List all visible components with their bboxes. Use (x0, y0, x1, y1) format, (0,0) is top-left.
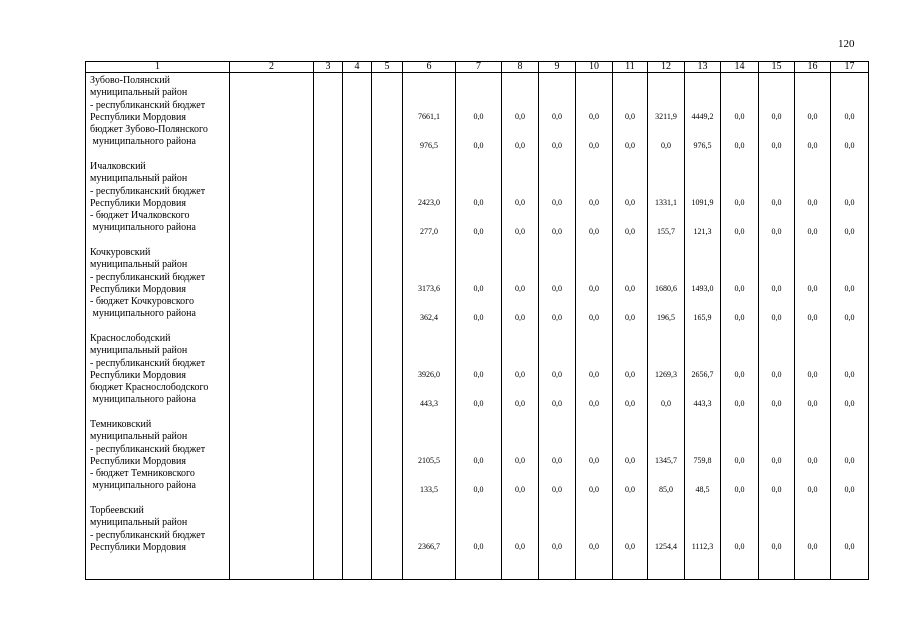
value-cell: 0,0 (771, 399, 782, 408)
value-column (759, 73, 795, 580)
district-label-line: Республики Мордовия (90, 369, 186, 381)
value-cell: 0,0 (589, 198, 599, 207)
value-cell: 1345,7 (655, 456, 677, 465)
value-cell: 0,0 (625, 485, 635, 494)
district-label-line: - бюджет Ичалковского (90, 210, 190, 222)
value-cell: 3211,9 (655, 112, 677, 121)
header-cell: 11 (613, 62, 648, 73)
value-cell: 0,0 (589, 284, 599, 293)
district-label-column (86, 73, 230, 580)
value-cell: 0,0 (515, 485, 525, 494)
value-cell: 0,0 (473, 542, 484, 551)
value-cell: 1112,3 (691, 542, 714, 551)
district-label-line: бюджет Краснослободского (90, 382, 209, 394)
value-cell: 0,0 (807, 370, 818, 379)
value-cell: 0,0 (473, 284, 484, 293)
value-cell: 0,0 (552, 284, 562, 293)
district-label-line: муниципальный район (90, 259, 188, 271)
value-cell: 0,0 (552, 198, 562, 207)
value-cell: 0,0 (771, 227, 782, 236)
value-cell: 0,0 (589, 313, 599, 322)
district-label (86, 161, 205, 235)
value-cell: 0,0 (807, 542, 818, 551)
header-cell: 4 (343, 62, 372, 73)
district-label-line: муниципальный район (90, 345, 188, 357)
value-cell: 0,0 (844, 313, 855, 322)
district-label-line: муниципальный район (90, 431, 188, 443)
value-cell: 0,0 (589, 370, 599, 379)
district-label-line: муниципальный район (90, 517, 188, 529)
value-cell: 0,0 (734, 485, 745, 494)
value-cell: 0,0 (661, 141, 671, 150)
value-cell: 0,0 (552, 141, 562, 150)
value-cell: 0,0 (552, 456, 562, 465)
value-cell: 0,0 (734, 227, 745, 236)
value-column (721, 73, 759, 580)
value-column (613, 73, 648, 580)
value-cell: 165,9 (693, 313, 712, 322)
district-label-line: - бюджет Темниковского (90, 468, 195, 480)
district-label-line: муниципального района (90, 136, 196, 148)
value-cell: 0,0 (589, 456, 599, 465)
value-column (576, 73, 613, 580)
header-cell: 12 (648, 62, 685, 73)
value-cell: 0,0 (515, 313, 525, 322)
district-label (86, 505, 205, 554)
district-label-line: Республики Мордовия (90, 111, 186, 123)
value-cell: 196,5 (657, 313, 675, 322)
value-cell: 0,0 (771, 485, 782, 494)
value-cell: 0,0 (473, 370, 484, 379)
value-cell: 0,0 (771, 198, 782, 207)
district-label-line: - республиканский бюджет (90, 185, 206, 197)
value-cell: 0,0 (807, 399, 818, 408)
value-cell: 0,0 (515, 284, 525, 293)
value-cell: 133,5 (420, 485, 438, 494)
value-cell: 4449,2 (691, 112, 714, 121)
value-cell: 0,0 (625, 112, 635, 121)
header-cell: 8 (502, 62, 539, 73)
value-cell: 0,0 (771, 542, 782, 551)
value-cell: 3926,0 (418, 370, 440, 379)
header-cell: 5 (372, 62, 403, 73)
value-cell: 0,0 (515, 112, 525, 121)
value-cell: 0,0 (807, 284, 818, 293)
body-row (86, 73, 869, 580)
value-cell: 1680,6 (655, 284, 677, 293)
value-cell: 0,0 (734, 198, 745, 207)
value-cell: 0,0 (625, 198, 635, 207)
value-cell: 0,0 (625, 456, 635, 465)
value-cell: 0,0 (807, 313, 818, 322)
district-label-line: Кочкуровский (90, 247, 151, 258)
value-cell: 48,5 (695, 485, 710, 494)
header-cell: 2 (230, 62, 314, 73)
value-cell: 155,7 (657, 227, 675, 236)
value-cell: 1254,4 (655, 542, 677, 551)
value-cell: 759,8 (693, 456, 712, 465)
budget-table (85, 61, 869, 580)
value-cell: 0,0 (625, 370, 635, 379)
value-cell: 0,0 (515, 542, 525, 551)
value-cell: 0,0 (473, 313, 484, 322)
value-cell: 0,0 (771, 370, 782, 379)
value-column (456, 73, 502, 580)
district-label-line: Зубово-Полянский (90, 75, 170, 86)
value-cell: 0,0 (807, 198, 818, 207)
district-label-line: муниципального района (90, 222, 196, 234)
header-cell: 16 (795, 62, 831, 73)
value-cell: 0,0 (661, 399, 671, 408)
value-cell: 2656,7 (691, 370, 714, 379)
value-cell: 0,0 (734, 141, 745, 150)
district-label-line: муниципального района (90, 480, 196, 492)
district-label-line: Республики Мордовия (90, 197, 186, 209)
value-cell: 0,0 (771, 284, 782, 293)
district-label-line: муниципальный район (90, 87, 188, 99)
header-row (86, 62, 869, 73)
value-cell: 0,0 (844, 227, 855, 236)
value-cell: 0,0 (771, 456, 782, 465)
district-label (86, 419, 205, 493)
value-column (685, 73, 721, 580)
empty-column (314, 73, 343, 580)
value-cell: 3173,6 (418, 284, 440, 293)
value-cell: 0,0 (844, 485, 855, 494)
district-label-line: муниципальный район (90, 173, 188, 185)
district-label-line: - республиканский бюджет (90, 99, 206, 111)
district-label-line: Темниковский (90, 419, 152, 430)
value-cell: 7661,1 (418, 112, 440, 121)
value-cell: 0,0 (473, 141, 484, 150)
value-cell: 0,0 (589, 112, 599, 121)
value-cell: 0,0 (734, 399, 745, 408)
value-cell: 0,0 (589, 141, 599, 150)
value-cell: 0,0 (473, 198, 484, 207)
header-cell: 14 (721, 62, 759, 73)
value-cell: 0,0 (625, 141, 635, 150)
value-cell: 0,0 (734, 313, 745, 322)
value-cell: 0,0 (515, 227, 525, 236)
district-label-line: - бюджет Кочкуровского (90, 296, 195, 308)
value-column (648, 73, 685, 580)
value-cell: 0,0 (771, 141, 782, 150)
value-cell: 0,0 (552, 112, 562, 121)
value-cell: 0,0 (844, 399, 855, 408)
value-cell: 0,0 (473, 227, 484, 236)
value-cell: 1493,0 (691, 284, 714, 293)
value-cell: 0,0 (844, 112, 855, 121)
header-cell: 17 (831, 62, 869, 73)
district-label-line: - республиканский бюджет (90, 271, 206, 283)
value-cell: 0,0 (807, 141, 818, 150)
value-cell: 976,5 (420, 141, 438, 150)
district-label-line: Республики Мордовия (90, 541, 186, 553)
value-cell: 0,0 (552, 399, 562, 408)
value-cell: 0,0 (625, 399, 635, 408)
value-cell: 0,0 (589, 485, 599, 494)
district-label-line: Республики Мордовия (90, 283, 186, 295)
value-cell: 0,0 (844, 141, 855, 150)
value-cell: 0,0 (625, 542, 635, 551)
value-cell: 443,3 (420, 399, 438, 408)
value-cell: 0,0 (844, 542, 855, 551)
value-cell: 443,3 (693, 399, 712, 408)
value-cell: 0,0 (734, 542, 745, 551)
value-cell: 85,0 (659, 485, 673, 494)
header-cell: 6 (403, 62, 456, 73)
value-cell: 0,0 (473, 399, 484, 408)
value-column (831, 73, 869, 580)
value-cell: 0,0 (552, 313, 562, 322)
value-cell: 0,0 (625, 227, 635, 236)
value-cell: 0,0 (734, 112, 745, 121)
district-label (86, 333, 208, 407)
district-label (86, 247, 205, 321)
value-cell: 0,0 (844, 456, 855, 465)
value-cell: 121,3 (693, 227, 712, 236)
value-cell: 0,0 (844, 370, 855, 379)
value-cell: 0,0 (515, 141, 525, 150)
header-cell: 3 (314, 62, 343, 73)
value-cell: 0,0 (473, 456, 484, 465)
value-column (539, 73, 576, 580)
value-cell: 2105,5 (418, 456, 440, 465)
value-cell: 0,0 (473, 112, 484, 121)
value-cell: 1331,1 (655, 198, 677, 207)
value-cell: 0,0 (625, 284, 635, 293)
district-label-line: бюджет Зубово-Полянского (90, 124, 208, 136)
header-cell: 1 (86, 62, 230, 73)
district-label (86, 75, 208, 149)
header-cell: 10 (576, 62, 613, 73)
value-column (403, 73, 456, 580)
header-cell: 9 (539, 62, 576, 73)
value-cell: 0,0 (552, 370, 562, 379)
district-label-line: Краснослободский (90, 333, 171, 344)
value-cell: 0,0 (625, 313, 635, 322)
value-cell: 0,0 (552, 542, 562, 551)
page-number: 120 (838, 38, 855, 50)
value-cell: 0,0 (807, 456, 818, 465)
value-cell: 1269,3 (655, 370, 677, 379)
header-cell: 13 (685, 62, 721, 73)
value-cell: 0,0 (552, 227, 562, 236)
value-cell: 0,0 (807, 485, 818, 494)
value-cell: 0,0 (515, 198, 525, 207)
header-cell: 7 (456, 62, 502, 73)
district-label-line: - республиканский бюджет (90, 529, 206, 541)
district-label-line: муниципального района (90, 394, 196, 406)
district-label-line: - республиканский бюджет (90, 443, 206, 455)
value-cell: 0,0 (473, 485, 484, 494)
value-cell: 0,0 (807, 227, 818, 236)
value-cell: 0,0 (734, 370, 745, 379)
value-cell: 2366,7 (418, 542, 440, 551)
value-cell: 0,0 (515, 399, 525, 408)
empty-column (230, 73, 314, 580)
value-cell: 0,0 (552, 485, 562, 494)
value-cell: 0,0 (515, 370, 525, 379)
empty-column (343, 73, 372, 580)
district-label-line: Ичалковский (90, 161, 146, 172)
district-label-line: - республиканский бюджет (90, 357, 206, 369)
value-cell: 0,0 (734, 456, 745, 465)
header-cell: 15 (759, 62, 795, 73)
value-cell: 0,0 (515, 456, 525, 465)
district-label-line: Торбеевский (90, 505, 144, 516)
value-column (502, 73, 539, 580)
value-cell: 1091,9 (691, 198, 714, 207)
value-cell: 362,4 (420, 313, 438, 322)
value-cell: 0,0 (771, 112, 782, 121)
value-cell: 0,0 (807, 112, 818, 121)
district-label-line: Республики Мордовия (90, 455, 186, 467)
value-cell: 0,0 (589, 227, 599, 236)
value-cell: 0,0 (844, 284, 855, 293)
empty-column (372, 73, 403, 580)
value-cell: 0,0 (734, 284, 745, 293)
value-column (795, 73, 831, 580)
value-cell: 277,0 (420, 227, 438, 236)
value-cell: 0,0 (771, 313, 782, 322)
value-cell: 0,0 (589, 399, 599, 408)
value-cell: 0,0 (844, 198, 855, 207)
value-cell: 2423,0 (418, 198, 440, 207)
value-cell: 976,5 (693, 141, 712, 150)
value-cell: 0,0 (589, 542, 599, 551)
district-label-line: муниципального района (90, 308, 196, 320)
